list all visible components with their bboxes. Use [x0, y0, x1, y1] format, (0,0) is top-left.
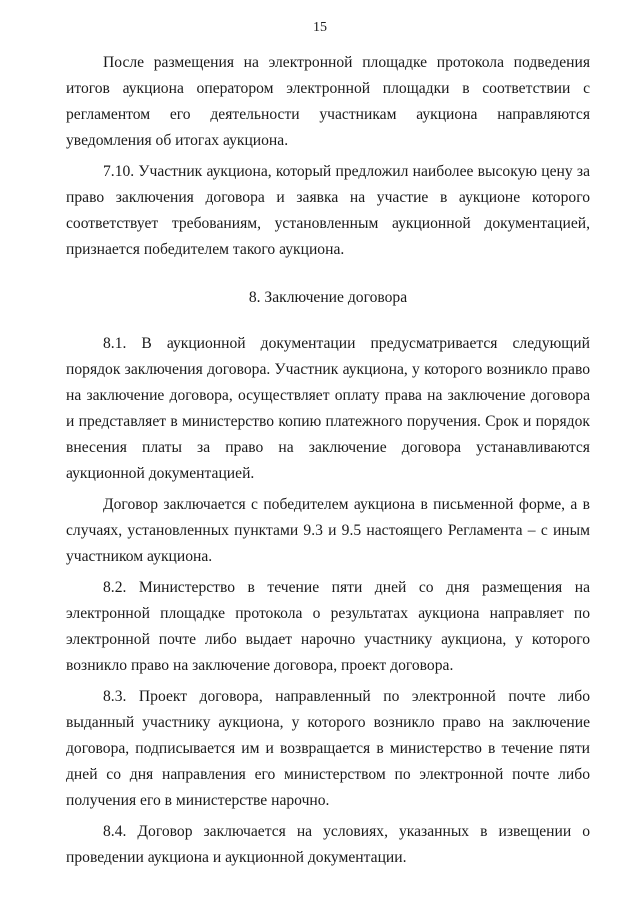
paragraph-protocol-notification: После размещения на электронной площадке протокола подведения итогов аукциона оператором электронной площадки в соответствии с регламентом его деятельности участникам аукциона направляются уведомления об итогах аукциона. — [66, 54, 590, 149]
paragraph-contract-winner: Договор заключается с победителем аукциона в письменной форме, а в случаях, установленных пунктами 9.3 и 9.5 настоящего Регламента – с иным участником аукциона. — [66, 496, 590, 565]
section-heading: 8. Заключение договора — [248, 289, 408, 306]
paragraph-8-3: 8.3. Проект договора, направленный по электронной почте либо выданный участнику аукциона, у которого возникло право на заключение договора, подписывается им и возвращается в министерство в течение пяти дней со дня направления его министерством по электронной почте либо получения его в министерстве нарочно. — [66, 688, 590, 809]
paragraph-8-2: 8.2. Министерство в течение пяти дней со дня размещения на электронной площадке протокола о результатах аукциона направляет по электронной почте либо выдает нарочно участнику аукциона, у которого возникло право на заключение договора, проект договора. — [66, 579, 590, 674]
paragraph-8-1: 8.1. В аукционной документации предусматривается следующий порядок заключения договора. Участник аукциона, у которого возникло право на заключение договора, осуществляет оплату права на заключение договора и представляет в министерство копию платежного поручения. Срок и порядок внесения платы за право на заключение договора устанавливаются аукционной документацией. — [66, 335, 590, 482]
document-body — [66, 50, 590, 871]
paragraph-7-10: 7.10. Участник аукциона, который предложил наиболее высокую цену за право заключения договора и заявка на участие в аукционе которого соответствует требованиям, установленным аукционной документацией, признается победителем такого аукциона. — [66, 163, 590, 258]
paragraph-8-4: 8.4. Договор заключается на условиях, указанных в извещении о проведении аукциона и аукционной документации. — [66, 823, 590, 866]
page-number: 15 — [313, 20, 327, 35]
